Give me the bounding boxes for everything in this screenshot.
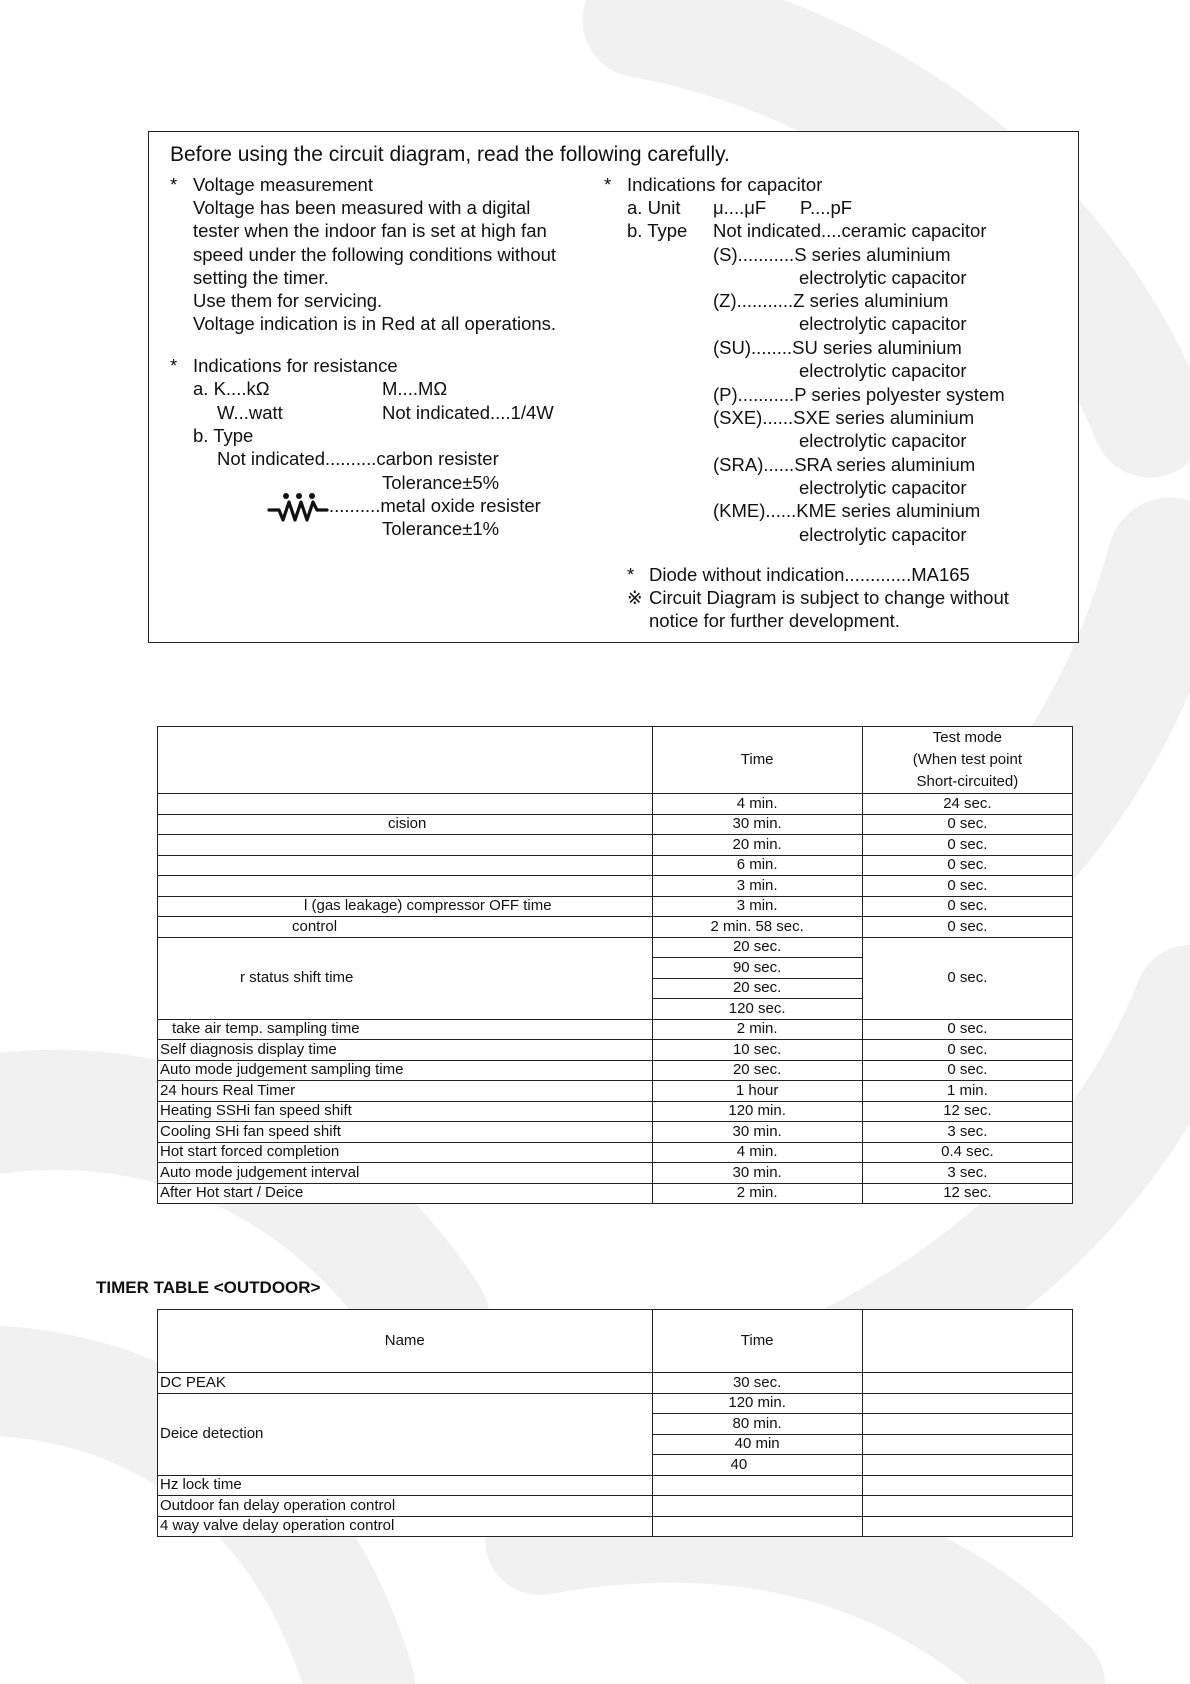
row-name — [158, 876, 653, 897]
row-time — [652, 1516, 862, 1537]
row-test-time: 0 sec. — [862, 1060, 1072, 1081]
row-name — [158, 855, 653, 876]
header-name: Name — [158, 1310, 653, 1373]
row-name: control — [158, 917, 653, 938]
row-time: 120 min. — [652, 1393, 862, 1414]
capacitor-type-line: electrolytic capacitor — [799, 313, 967, 334]
table-row — [158, 876, 1073, 897]
capacitor-type-line: (SXE)......SXE series aluminium — [713, 407, 975, 428]
row-test-time — [862, 1393, 1072, 1414]
capacitor-type-line: (P)...........P series polyester system — [713, 384, 1005, 405]
row-time: 4 min. — [652, 1142, 862, 1163]
resistance-type-heading: b. Type — [193, 425, 254, 446]
row-time: 3 min. — [652, 896, 862, 917]
table-row — [158, 917, 1073, 938]
row-test-time: 0 sec. — [862, 814, 1072, 835]
row-time: 10 sec. — [652, 1040, 862, 1061]
metal-oxide-tolerance: Tolerance±1% — [382, 518, 500, 539]
row-time: 40 min — [652, 1434, 862, 1455]
capacitor-type-line: (KME)......KME series aluminium — [713, 500, 981, 521]
row-name: l (gas leakage) compressor OFF time — [158, 896, 653, 917]
header-time: Time — [652, 1310, 862, 1373]
row-time: 1 hour — [652, 1081, 862, 1102]
row-time: 20 min. — [652, 835, 862, 856]
capacitor-heading: Indications for capacitor — [627, 174, 823, 195]
row-name: Auto mode judgement sampling time — [158, 1060, 653, 1081]
row-test-time: 3 sec. — [862, 1122, 1072, 1143]
outdoor-timer-table — [157, 1309, 1073, 1537]
capacitor-type-line: electrolytic capacitor — [799, 267, 967, 288]
metal-oxide-resister-line: ..........metal oxide resister — [329, 495, 541, 516]
resistance-unit-w: W...watt — [217, 402, 283, 423]
table-row — [158, 1516, 1073, 1537]
header-test-mode-line: Short-circuited) — [916, 773, 1019, 790]
table-row — [158, 794, 1073, 815]
capacitor-type-line: electrolytic capacitor — [799, 360, 967, 381]
table-row — [158, 855, 1073, 876]
header-name — [158, 727, 653, 794]
carbon-resister-line: Not indicated..........carbon resister — [217, 448, 499, 469]
row-time — [652, 1475, 862, 1496]
row-name: Hot start forced completion — [158, 1142, 653, 1163]
row-name — [158, 835, 653, 856]
change-notice-line: notice for further development. — [649, 610, 900, 631]
voltage-text-line: setting the timer. — [193, 267, 329, 288]
capacitor-type-label: b. Type — [627, 220, 688, 241]
row-time: 30 min. — [652, 814, 862, 835]
header-time: Time — [652, 727, 862, 794]
capacitor-type-line: Not indicated....ceramic capacitor — [713, 220, 987, 241]
row-test-time: 1 min. — [862, 1081, 1072, 1102]
row-test-time — [862, 1455, 1072, 1476]
voltage-text-line: tester when the indoor fan is set at high fan — [193, 220, 547, 241]
row-time: 80 min. — [652, 1414, 862, 1435]
resistance-heading: Indications for resistance — [193, 355, 398, 376]
voltage-measurement-heading: Voltage measurement — [193, 174, 373, 195]
table-row — [158, 1101, 1073, 1122]
table-row — [158, 896, 1073, 917]
row-test-time: 0 sec. — [862, 1019, 1072, 1040]
row-test-time: 0 sec. — [862, 876, 1072, 897]
row-time — [652, 1496, 862, 1517]
capacitor-type-line: (SU)........SU series aluminium — [713, 337, 962, 358]
reference-mark: ※ — [627, 587, 643, 608]
table-row — [158, 814, 1073, 835]
row-test-time: 0 sec. — [862, 835, 1072, 856]
capacitor-unit-pico: P....pF — [800, 197, 853, 218]
row-test-time: 0 sec. — [862, 855, 1072, 876]
row-time: 2 min. — [652, 1183, 862, 1204]
capacitor-unit-micro: μ....μF — [713, 197, 767, 218]
row-time: 120 min. — [652, 1101, 862, 1122]
bullet-asterisk: * — [170, 174, 178, 195]
row-time: 2 min. — [652, 1019, 862, 1040]
row-name: Auto mode judgement interval — [158, 1163, 653, 1184]
row-name: take air temp. sampling time — [158, 1019, 653, 1040]
capacitor-type-line: (Z)...........Z series aluminium — [713, 290, 949, 311]
header-test-mode — [862, 1310, 1072, 1373]
table-row — [158, 1496, 1073, 1517]
capacitor-type-line: (SRA)......SRA series aluminium — [713, 454, 976, 475]
capacitor-type-line: (S)...........S series aluminium — [713, 244, 951, 265]
bullet-asterisk: * — [627, 564, 635, 585]
header-test-mode — [862, 727, 1072, 794]
header-test-mode-line: (When test point — [912, 751, 1022, 768]
row-time: 20 sec. — [652, 937, 862, 958]
carbon-tolerance: Tolerance±5% — [382, 472, 500, 493]
capacitor-unit-label: a. Unit — [627, 197, 681, 218]
row-test-time: 0 sec. — [862, 917, 1072, 938]
row-time: 3 min. — [652, 876, 862, 897]
table-row — [158, 1060, 1073, 1081]
header-test-mode-line: Test mode — [932, 729, 1002, 746]
row-test-time: 12 sec. — [862, 1183, 1072, 1204]
row-test-time: 0 sec. — [862, 937, 1072, 1019]
table-row — [158, 1081, 1073, 1102]
row-name: Self diagnosis display time — [158, 1040, 653, 1061]
row-time: 4 min. — [652, 794, 862, 815]
table-row — [158, 1475, 1073, 1496]
notice-title: Before using the circuit diagram, read the following carefully. — [170, 143, 730, 166]
row-time: 2 min. 58 sec. — [652, 917, 862, 938]
diode-note: Diode without indication.............MA165 — [649, 564, 970, 585]
row-name: Hz lock time — [158, 1475, 653, 1496]
outdoor-timer-table-title: TIMER TABLE <OUTDOOR> — [96, 1278, 321, 1297]
voltage-text-line: Use them for servicing. — [193, 290, 383, 311]
row-name: DC PEAK — [158, 1373, 653, 1394]
metal-oxide-resister-icon — [267, 490, 329, 524]
row-time: 90 sec. — [652, 958, 862, 979]
table-row — [158, 835, 1073, 856]
table-row — [158, 1019, 1073, 1040]
row-test-time: 12 sec. — [862, 1101, 1072, 1122]
voltage-text-line: Voltage has been measured with a digital — [193, 197, 531, 218]
row-name — [158, 794, 653, 815]
row-time: 20 sec. — [652, 978, 862, 999]
row-name: Deice detection — [158, 1393, 653, 1475]
row-test-time — [862, 1516, 1072, 1537]
table-row — [158, 1163, 1073, 1184]
row-time: 30 sec. — [652, 1373, 862, 1394]
row-test-time: 0.4 sec. — [862, 1142, 1072, 1163]
change-notice-line: Circuit Diagram is subject to change without — [649, 587, 1009, 608]
row-name: After Hot start / Deice — [158, 1183, 653, 1204]
row-test-time — [862, 1434, 1072, 1455]
row-name: 24 hours Real Timer — [158, 1081, 653, 1102]
row-name: Outdoor fan delay operation control — [158, 1496, 653, 1517]
capacitor-type-line: electrolytic capacitor — [799, 524, 967, 545]
row-time: 20 sec. — [652, 1060, 862, 1081]
row-time: 40 — [652, 1455, 862, 1476]
capacitor-type-line: electrolytic capacitor — [799, 430, 967, 451]
resistance-unit-k: a. K....kΩ — [193, 378, 270, 399]
table-row — [158, 1122, 1073, 1143]
row-test-time: 0 sec. — [862, 1040, 1072, 1061]
row-name: cision — [158, 814, 653, 835]
voltage-text-line: speed under the following conditions without — [193, 244, 557, 265]
row-time: 30 min. — [652, 1122, 862, 1143]
indoor-timer-table — [157, 726, 1073, 1204]
row-test-time: 24 sec. — [862, 794, 1072, 815]
table-row — [158, 1373, 1073, 1394]
table-row — [158, 1142, 1073, 1163]
table-row — [158, 937, 1073, 958]
circuit-diagram-notice-box — [148, 131, 1079, 643]
row-name: 4 way valve delay operation control — [158, 1516, 653, 1537]
row-test-time: 0 sec. — [862, 896, 1072, 917]
row-time: 6 min. — [652, 855, 862, 876]
row-test-time: 3 sec. — [862, 1163, 1072, 1184]
resistance-unit-m: M....MΩ — [382, 378, 448, 399]
row-test-time — [862, 1414, 1072, 1435]
table-row — [158, 1393, 1073, 1414]
resistance-not-indicated-watt: Not indicated....1/4W — [382, 402, 554, 423]
row-name: Heating SSHi fan speed shift — [158, 1101, 653, 1122]
table-row — [158, 1040, 1073, 1061]
table-header-row — [158, 1310, 1073, 1373]
row-test-time — [862, 1496, 1072, 1517]
row-time: 120 sec. — [652, 999, 862, 1020]
table-row — [158, 1183, 1073, 1204]
row-name: Cooling SHi fan speed shift — [158, 1122, 653, 1143]
row-name: r status shift time — [158, 937, 653, 1019]
capacitor-type-line: electrolytic capacitor — [799, 477, 967, 498]
voltage-text-line: Voltage indication is in Red at all operations. — [193, 313, 557, 334]
bullet-asterisk: * — [170, 355, 178, 376]
bullet-asterisk: * — [604, 174, 612, 195]
row-test-time — [862, 1373, 1072, 1394]
table-header-row — [158, 727, 1073, 794]
row-time: 30 min. — [652, 1163, 862, 1184]
row-test-time — [862, 1475, 1072, 1496]
